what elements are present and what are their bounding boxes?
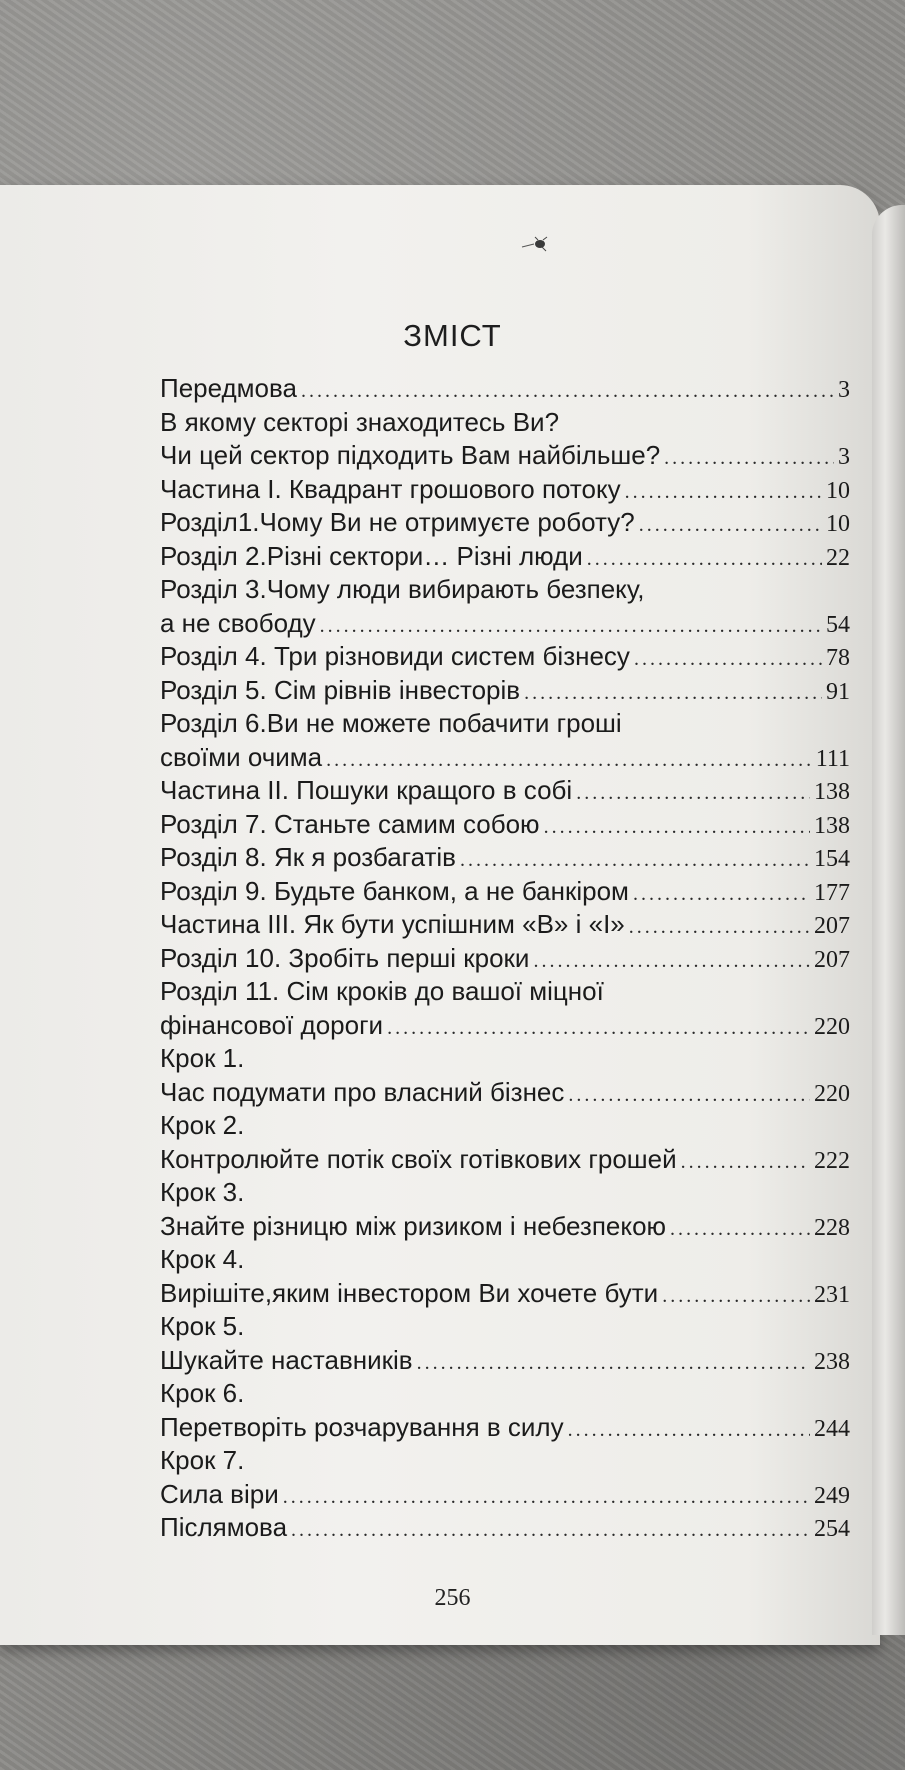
toc-entry xyxy=(160,372,850,406)
toc-entry-label: Передмова xyxy=(160,373,297,403)
toc-entry xyxy=(160,774,850,808)
toc-entry-page: 3 xyxy=(838,377,850,403)
toc-entry xyxy=(160,808,850,842)
toc-entry xyxy=(160,1143,850,1177)
toc-entry-label: Крок 1. xyxy=(160,1043,245,1073)
toc-entry xyxy=(160,607,850,641)
toc-entry-label: Знайте різницю між ризиком і небезпекою xyxy=(160,1210,667,1241)
toc-leader-dots xyxy=(387,1012,810,1046)
toc-entry-page: 138 xyxy=(814,812,850,839)
page-title: ЗМІСТ xyxy=(403,318,502,353)
toc-leader-dots xyxy=(460,844,810,878)
toc-entry-label: Розділ 4. Три різновиди систем бізнесу xyxy=(160,641,630,671)
toc-leader-dots xyxy=(544,811,810,845)
toc-entry-label: Сила віри xyxy=(160,1478,279,1509)
toc-entry-label: Крок 5. xyxy=(160,1311,245,1341)
toc-leader-dots xyxy=(533,945,810,979)
toc-entry xyxy=(160,942,850,976)
toc-entry xyxy=(160,1210,850,1244)
toc-leader-dots xyxy=(634,643,822,677)
toc-entry xyxy=(160,674,850,708)
toc-leader-dots xyxy=(283,1481,810,1515)
toc-entry-label: Чи цей сектор підходить Вам найбільше? xyxy=(160,440,661,470)
toc-entry xyxy=(160,1109,850,1143)
toc-entry-label: Крок 6. xyxy=(160,1378,245,1408)
toc-leader-dots xyxy=(629,911,810,945)
toc-entry xyxy=(160,473,850,507)
toc-entry xyxy=(160,975,850,1009)
book-page-edge xyxy=(872,205,905,1635)
toc-entry-page: 222 xyxy=(814,1147,850,1174)
toc-entry xyxy=(160,1444,850,1478)
toc-entry-page: 244 xyxy=(814,1415,850,1442)
insect-speck-icon xyxy=(520,235,560,255)
toc-entry-label: Час подумати про власний бізнес xyxy=(160,1076,565,1107)
toc-entry-label: В якому секторі знаходитесь Ви? xyxy=(160,406,560,437)
toc-entry xyxy=(160,1243,850,1277)
toc-leader-dots xyxy=(301,375,834,409)
toc-entry-label: Крок 4. xyxy=(160,1244,245,1274)
toc-entry-label: своїми очима xyxy=(160,741,323,772)
toc-leader-dots xyxy=(326,744,812,778)
toc-entry-label: Розділ1.Чому Ви не отримуєте роботу? xyxy=(160,507,635,537)
toc-entry xyxy=(160,908,850,942)
toc-entry xyxy=(160,1511,850,1545)
toc-entry-page: 54 xyxy=(826,611,850,638)
toc-entry-label: а не свободу xyxy=(160,607,316,638)
toc-entry xyxy=(160,1344,850,1378)
toc-entry xyxy=(160,1176,850,1210)
toc-entry-page: 228 xyxy=(814,1214,850,1241)
toc-entry-page: 22 xyxy=(826,544,850,571)
toc-leader-dots xyxy=(576,777,810,811)
toc-entry-page: 249 xyxy=(814,1482,850,1509)
toc-entry xyxy=(160,1076,850,1110)
toc-leader-dots xyxy=(625,476,822,510)
toc-entry xyxy=(160,741,850,775)
toc-entry-label: Розділ 3.Чому люди вибирають безпеку, xyxy=(160,574,645,604)
toc-entry-label: Крок 3. xyxy=(160,1177,245,1207)
toc-entry-label: Частина ІІІ. Як бути успішним «В» і «І» xyxy=(160,909,625,939)
toc-entry xyxy=(160,573,850,607)
toc-entry xyxy=(160,875,850,909)
toc-entry xyxy=(160,506,850,540)
toc-entry-label: Розділ 9. Будьте банком, а не банкіром xyxy=(160,875,629,906)
toc-leader-dots xyxy=(524,677,822,711)
toc-entry-label: Розділ 6.Ви не можете побачити гроші xyxy=(160,708,622,738)
toc-leader-dots xyxy=(664,442,834,476)
toc-entry-label: Розділ 2.Різні сектори… Різні люди xyxy=(160,540,583,571)
toc-leader-dots xyxy=(587,543,822,577)
toc-entry-label: Розділ 7. Станьте самим собою xyxy=(160,808,540,839)
toc-entry xyxy=(160,1377,850,1411)
toc-entry-label: Частина І. Квадрант грошового потоку xyxy=(160,473,621,504)
toc-entry-label: Частина ІІ. Пошуки кращого в собі xyxy=(160,775,573,805)
toc-leader-dots xyxy=(681,1146,810,1180)
toc-entry-label: Розділ 10. Зробіть перші кроки xyxy=(160,942,530,973)
toc-entry-label: Шукайте наставників xyxy=(160,1344,413,1375)
toc-entry xyxy=(160,1411,850,1445)
toc-entry-page: 207 xyxy=(814,913,850,939)
toc-entry-page: 10 xyxy=(826,477,850,504)
toc-entry-page: 138 xyxy=(814,779,850,805)
toc-entry xyxy=(160,640,850,674)
toc-entry xyxy=(160,1009,850,1043)
toc-entry-page: 207 xyxy=(814,946,850,973)
toc-entry-page: 91 xyxy=(826,678,850,705)
page-number: 256 xyxy=(434,1585,471,1611)
toc-entry xyxy=(160,1277,850,1311)
toc-leader-dots xyxy=(639,509,822,543)
toc-entry-page: 254 xyxy=(814,1516,850,1542)
toc-entry-page: 220 xyxy=(814,1013,850,1040)
toc-entry-label: Контролюйте потік своїх готівкових грошей xyxy=(160,1143,677,1174)
toc-entry-label: Розділ 11. Сім кроків до вашої міцної xyxy=(160,976,604,1006)
table-of-contents xyxy=(160,372,850,1545)
toc-entry-label: Післямова xyxy=(160,1512,288,1542)
toc-leader-dots xyxy=(320,610,822,644)
toc-entry xyxy=(160,1042,850,1076)
toc-entry-page: 238 xyxy=(814,1348,850,1375)
toc-leader-dots xyxy=(662,1280,810,1314)
toc-entry-label: Розділ 8. Як я розбагатів xyxy=(160,842,456,872)
toc-entry-page: 111 xyxy=(815,745,850,772)
toc-leader-dots xyxy=(291,1514,810,1548)
toc-entry xyxy=(160,707,850,741)
toc-entry-label: фінансової дороги xyxy=(160,1009,384,1040)
toc-leader-dots xyxy=(568,1079,810,1113)
toc-entry xyxy=(160,1478,850,1512)
toc-entry xyxy=(160,841,850,875)
toc-entry-page: 154 xyxy=(814,846,850,872)
toc-leader-dots xyxy=(670,1213,810,1247)
toc-entry-label: Перетворіть розчарування в силу xyxy=(160,1411,564,1442)
toc-entry-page: 78 xyxy=(826,645,850,671)
toc-entry-label: Вирішіте,яким інвестором Ви хочете бути xyxy=(160,1277,659,1308)
toc-entry xyxy=(160,540,850,574)
toc-entry-label: Розділ 5. Сім рівнів інвесторів xyxy=(160,674,521,705)
toc-leader-dots xyxy=(568,1414,810,1448)
toc-entry-label: Крок 2. xyxy=(160,1110,245,1140)
toc-entry-page: 231 xyxy=(814,1281,850,1308)
toc-entry-page: 3 xyxy=(838,444,850,470)
toc-entry xyxy=(160,406,850,440)
toc-leader-dots xyxy=(633,878,810,912)
toc-entry-page: 220 xyxy=(814,1080,850,1107)
toc-entry-page: 10 xyxy=(826,511,850,537)
toc-entry xyxy=(160,439,850,473)
toc-entry-page: 177 xyxy=(814,879,850,906)
toc-entry-label: Крок 7. xyxy=(160,1445,245,1475)
toc-leader-dots xyxy=(417,1347,810,1381)
toc-entry xyxy=(160,1310,850,1344)
